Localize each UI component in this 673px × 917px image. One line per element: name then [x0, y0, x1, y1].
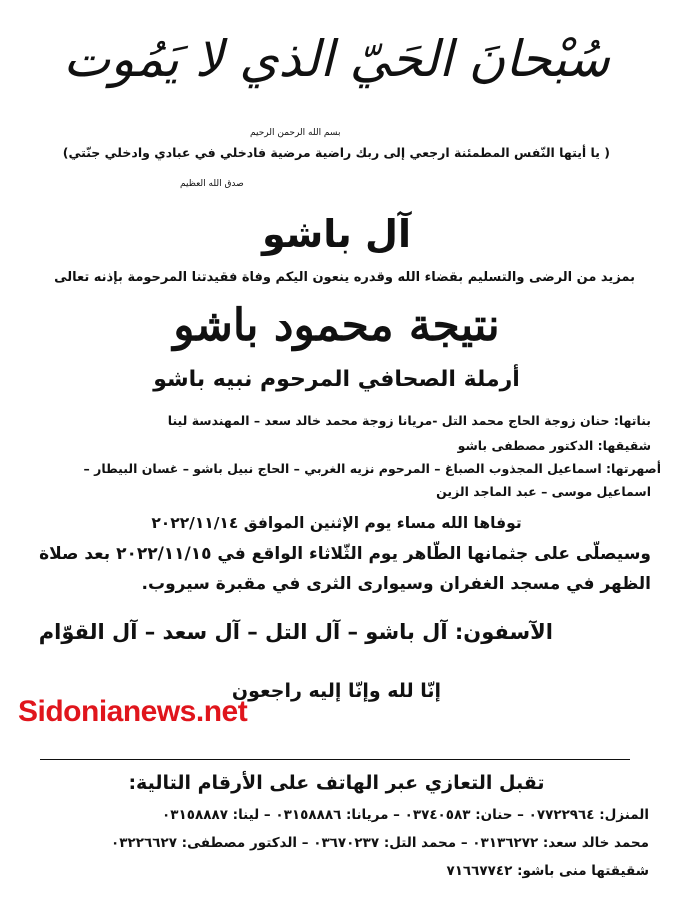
quran-verse: ( يا أيتها النّفس المطمئنة ارجعي إلى ربك راضية مرضية فادخلي في عبادي وادخلي جنّتي) — [62, 145, 610, 160]
divider — [40, 759, 630, 760]
mourners-line: الآسفون: آل باشو – آل التل – آل سعد – آل القوّام — [38, 620, 553, 644]
announcement: بمزيد من الرضى والتسليم بقضاء الله وقدره ينعون اليكم وفاة فقيدتنا المرحومة بإذنه تعالى — [54, 270, 635, 285]
calligraphy-header: سُبْحانَ الحَيّ الذي لا يَمُوت — [63, 30, 610, 88]
family-title: آل باشو — [262, 212, 411, 256]
sons-in-law-line-1: أصهرتها: اسماعيل المجذوب الصباغ – المرحوم نزيه الغربي – الحاج نبيل باشو – غسان البيطار – — [83, 461, 661, 476]
death-date: توفاها الله مساء يوم الإثنين الموافق ٢٠٢٢/١١/١٤ — [151, 514, 522, 532]
site-watermark: Sidonianews.net — [18, 695, 248, 728]
burial-line-2: الظهر في مسجد الغفران وسيوارى الثرى في مقبرة سيروب. — [141, 574, 651, 594]
phone-line-1: المنزل: ٠٧٧٢٢٩٦٤ – حنان: ٠٣٧٤٠٥٨٣ – مريانا: ٠٣١٥٨٨٨٦ – لينا: ٠٣١٥٨٨٨٧ — [162, 807, 649, 823]
sister-line: شقيقها: الدكتور مصطفى باشو — [457, 438, 651, 453]
deceased-name: نتيجة محمود باشو — [173, 300, 500, 351]
widow-of: أرملة الصحافي المرحوم نبيه باشو — [153, 367, 520, 392]
verse-closing: صدق الله العظيم — [180, 179, 244, 189]
phone-line-2: محمد خالد سعد: ٠٣١٣٦٢٧٢ – محمد التل: ٠٣٦٧٠٢٣٧ – الدكتور مصطفى: ٠٣٢٢٦٦٢٧ — [111, 835, 649, 851]
burial-line-1: وسيصلّى على جثمانها الطّاهر يوم الثّلاثاء الواقع في ٢٠٢٢/١١/١٥ بعد صلاة — [39, 544, 651, 564]
condolences-title: تقبل التعازي عبر الهاتف على الأرقام التالية: — [128, 772, 545, 794]
daughters-line: بناتها: حنان زوجة الحاج محمد التل -مريانا زوجة محمد خالد سعد – المهندسة لينا — [167, 413, 651, 428]
phone-line-3: شقيقتها منى باشو: ٧١٦٦٧٧٤٢ — [446, 863, 649, 879]
istirja: إنّا لله وإنّا إليه راجعون — [231, 680, 442, 702]
sons-in-law-line-2: اسماعيل موسى – عبد الماجد الزين — [436, 484, 651, 499]
basmala: بسم الله الرحمن الرحيم — [250, 128, 341, 138]
